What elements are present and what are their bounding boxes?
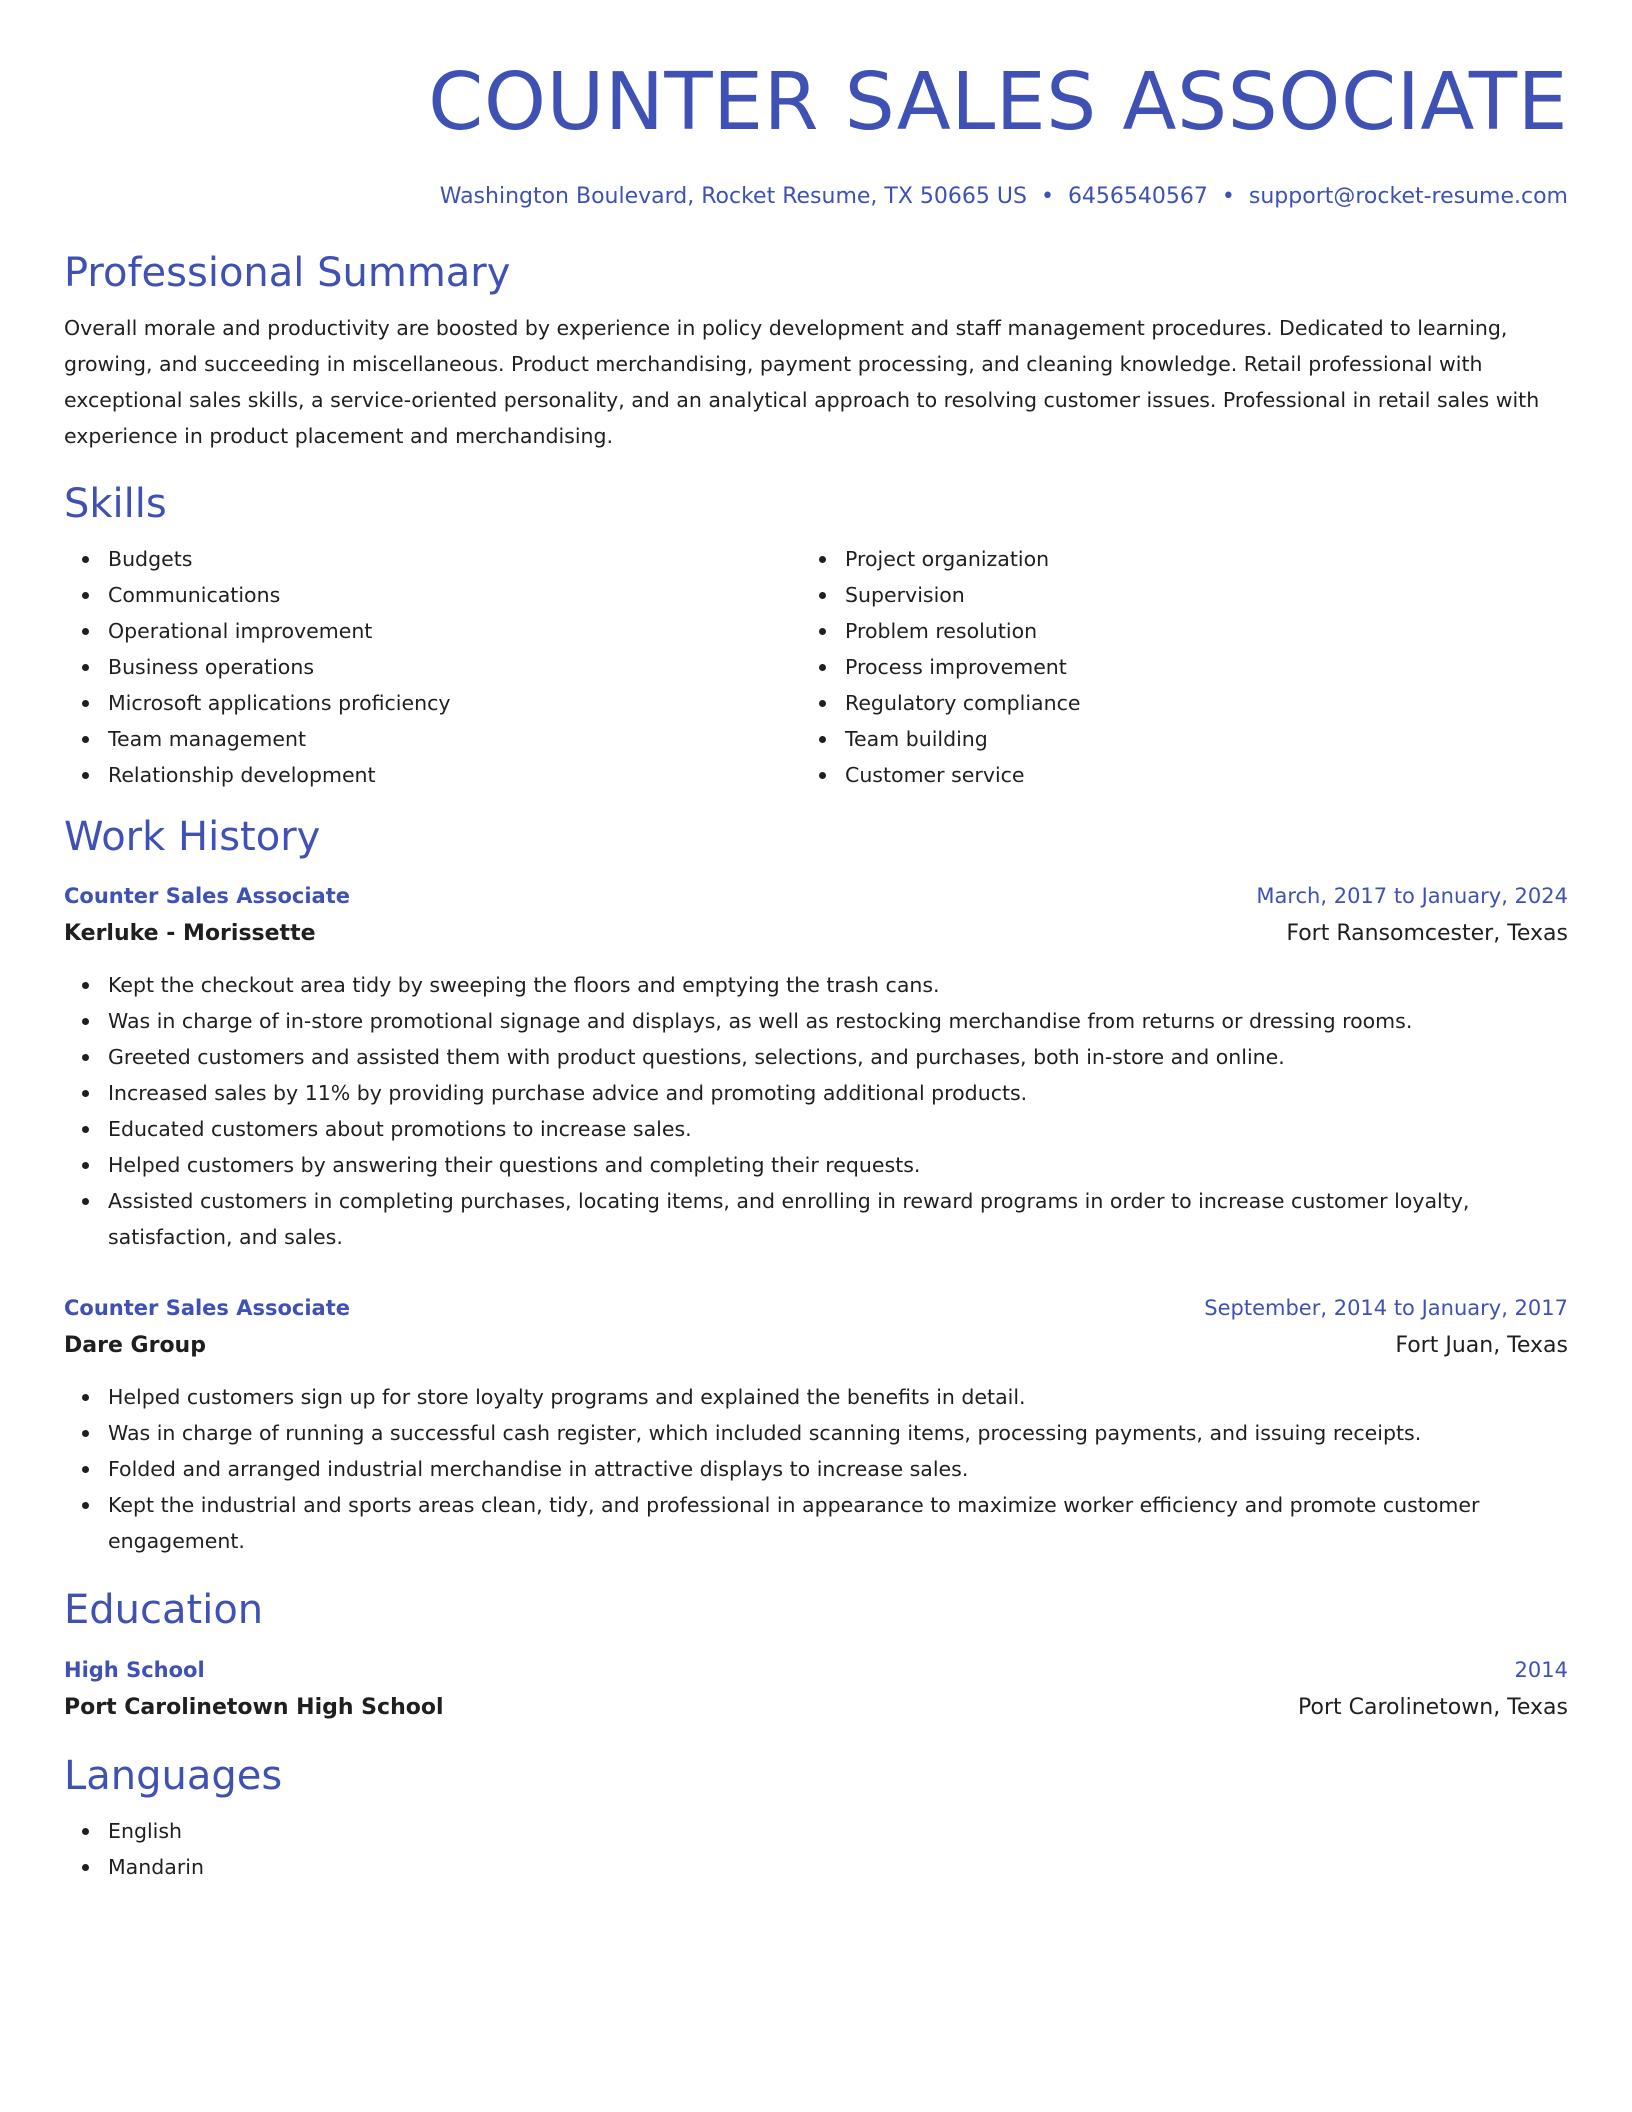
language-item: Mandarin (64, 1849, 1568, 1885)
job-title-row (64, 877, 1568, 915)
skills-column-left (64, 541, 801, 793)
job-company: Dare Group (64, 1333, 206, 1358)
job-bullet: Helped customers sign up for store loyalty programs and explained the benefits in detail. (64, 1379, 1568, 1415)
job-bullet: Kept the industrial and sports areas clean, tidy, and professional in appearance to maximize worker efficiency and promote customer engagement. (64, 1487, 1568, 1559)
skill-item: Project organization (801, 541, 1080, 577)
job-bullet: Greeted customers and assisted them with product questions, selections, and purchases, both in-store and online. (64, 1039, 1568, 1075)
education-school: Port Carolinetown High School (64, 1695, 444, 1720)
job-company-row (64, 915, 1568, 953)
job-title: Counter Sales Associate (64, 1296, 351, 1320)
resume-name: COUNTER SALES ASSOCIATE (428, 56, 1568, 148)
skill-item: Team building (801, 721, 1080, 757)
education-year: 2014 (1514, 1658, 1568, 1682)
contact-address: Washington Boulevard, Rocket Resume, TX 50665 US (439, 184, 1027, 209)
skill-item: Supervision (801, 577, 1080, 613)
job-dates: March, 2017 to January, 2024 (1256, 884, 1568, 908)
job-company: Kerluke - Morissette (64, 921, 316, 946)
skill-item: Team management (64, 721, 801, 757)
job-bullet: Educated customers about promotions to increase sales. (64, 1111, 1568, 1147)
summary-text: Overall morale and productivity are boosted by experience in policy development and staff management procedures. Dedicated to learning, growing, and succeeding in miscellaneous. Product merchandising, payment processing, and cleaning knowledge. Retail professional with exceptional sales skills, a service-oriented personality, and an analytical approach to resolving customer issues. Professional in retail sales with experience in product placement and merchandising. (64, 316, 1540, 448)
job-bullet: Increased sales by 11% by providing purchase advice and promoting additional products. (64, 1075, 1568, 1111)
job-bullet: Kept the checkout area tidy by sweeping the floors and emptying the trash cans. (64, 967, 1568, 1003)
skill-item: Communications (64, 577, 801, 613)
skill-item: Business operations (64, 649, 801, 685)
job-bullets (64, 967, 1568, 1255)
skill-item: Regulatory compliance (801, 685, 1080, 721)
contact-phone: 6456540567 (1067, 184, 1208, 209)
job-entry (64, 877, 1568, 1255)
job-dates: September, 2014 to January, 2017 (1204, 1296, 1568, 1320)
education-heading: Education (64, 1587, 264, 1633)
job-location: Fort Ransomcester, Texas (1286, 921, 1568, 946)
skill-item: Budgets (64, 541, 801, 577)
language-item: English (64, 1813, 1568, 1849)
education-entry (64, 1651, 1568, 1727)
separator-dot: • (1040, 184, 1054, 209)
job-location: Fort Juan, Texas (1395, 1333, 1568, 1358)
skill-item: Process improvement (801, 649, 1080, 685)
skill-item: Problem resolution (801, 613, 1080, 649)
skill-item: Microsoft applications proficiency (64, 685, 801, 721)
job-title-row (64, 1289, 1568, 1327)
job-bullet: Was in charge of in-store promotional signage and displays, as well as restocking merchandise from returns or dressing rooms. (64, 1003, 1568, 1039)
separator-dot: • (1221, 184, 1235, 209)
job-bullets (64, 1379, 1568, 1559)
job-bullet: Folded and arranged industrial merchandise in attractive displays to increase sales. (64, 1451, 1568, 1487)
education-location: Port Carolinetown, Texas (1298, 1695, 1568, 1720)
skills-grid (64, 541, 1568, 793)
skills-column-right (801, 541, 1080, 793)
languages-list (64, 1813, 1568, 1885)
job-bullet: Assisted customers in completing purchases, locating items, and enrolling in reward programs in order to increase customer loyalty, satisfaction, and sales. (64, 1183, 1568, 1255)
contact-email: support@rocket-resume.com (1248, 184, 1568, 209)
skills-heading: Skills (64, 481, 167, 527)
summary-heading: Professional Summary (64, 250, 511, 296)
resume-header (64, 0, 1568, 212)
work-history-heading: Work History (64, 814, 321, 860)
job-company-row (64, 1327, 1568, 1365)
job-title: Counter Sales Associate (64, 884, 351, 908)
skill-item: Relationship development (64, 757, 801, 793)
languages-heading: Languages (64, 1753, 283, 1799)
skill-item: Customer service (801, 757, 1080, 793)
skill-item: Operational improvement (64, 613, 801, 649)
education-degree: High School (64, 1658, 205, 1682)
education-school-row (64, 1689, 1568, 1727)
contact-line (64, 182, 1568, 212)
job-bullet: Helped customers by answering their questions and completing their requests. (64, 1147, 1568, 1183)
education-degree-row (64, 1651, 1568, 1689)
job-entry (64, 1289, 1568, 1559)
job-bullet: Was in charge of running a successful cash register, which included scanning items, processing payments, and issuing receipts. (64, 1415, 1568, 1451)
